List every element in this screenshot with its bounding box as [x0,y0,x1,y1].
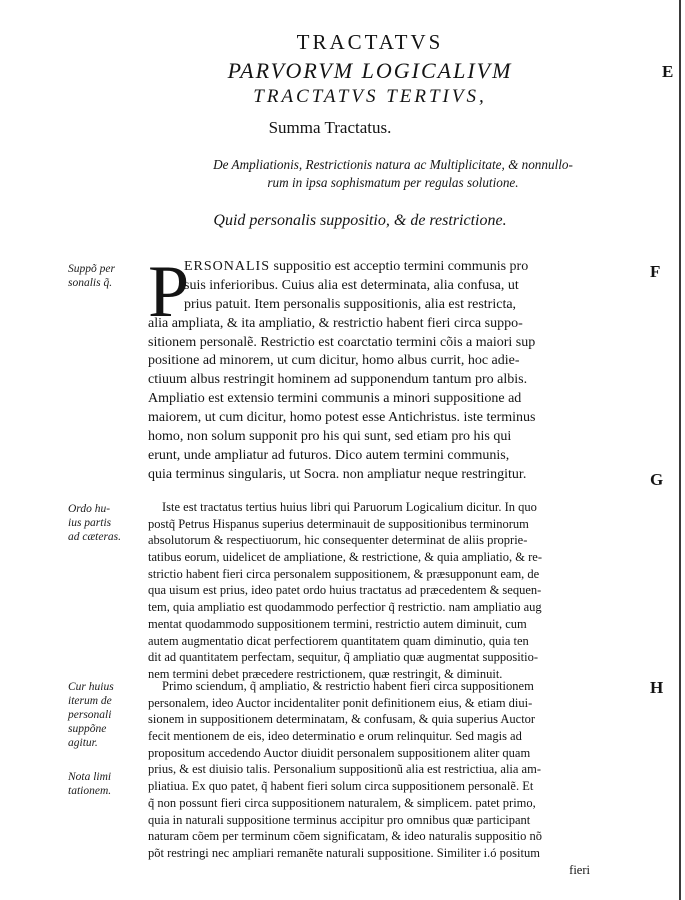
drop-cap: P [148,251,190,333]
margin-note-line: ad cæteras. [68,531,122,543]
margin-note-line: Cur huius [68,681,114,693]
paragraph-line: strictio habent fieri circa personalem suppositionem, & præsupponunt eam, de [148,566,540,581]
paragraph-line: homo, non solum supponit pro his qui sunt, sed etiam pro his qui [148,429,512,445]
paragraph-line: qua uisum est prius, ideo patet ordo huius tractatus ad præcedentem & sequen- [148,583,542,598]
summa-heading: Summa Tractatus. [268,118,392,137]
paragraph-line: positione ad minorem, ut cum dicitur, homo albus currit, hoc adie- [148,353,520,369]
title-line-3: TRACTATVS TERTIVS, [253,86,487,107]
paragraph-line: suis inferioribus. Cuius alia est determinata, alia confusa, ut [184,277,519,293]
paragraph-line: sitionem personalẽ. Restrictio est coarctatio termini cõis a maiori sup [148,334,536,350]
paragraph-1 [148,258,610,485]
paragraph-line: alia ampliata, & ita ampliatio, & restrictio habent fieri circa suppo- [148,315,523,331]
section-heading: Quid personalis suppositio, & de restrictione. [213,212,507,229]
margin-note-line: iterum de [68,695,112,707]
paragraph-line: tatibus eorum, uidelicet de ampliatione, & restrictione, & quia ampliatio, & re- [148,550,542,565]
paragraph-line: naturam cõem per terminum cõem significatam, & ideo naturalis suppositio nõ [148,829,543,844]
paragraph-line: prius patuit. Item personalis suppositionis, alia est restricta, [184,296,517,312]
paragraph-line: pliatiua. Ex quo patet, q̃ habent fieri solum circa suppositionem personalẽ. Et [148,779,534,794]
paragraph-line: q̃ non possunt fieri circa suppositionem naturalem, & simplicem. patet primo, [148,795,536,810]
page-edge [679,0,681,900]
paragraph-line: personalem, ideo Auctor incidentaliter ponit definitionem eius, & etiam diui- [148,695,533,710]
margin-note-line: suppõne [68,723,107,735]
paragraph-line: ctiuum albus restringit hominem ad supponendum tantum pro albis. [148,372,528,388]
margin-note-2 [68,502,140,544]
margin-note-line: tationem. [68,785,112,797]
paragraph-3 [148,678,610,878]
paragraph-line [148,258,610,277]
paragraph-line: tem, quia ampliatio est quodammodo perfectior q̃ restrictio. nam ampliatio aug [148,600,542,615]
title-line-2: PARVORVM LOGICALIVM [227,58,513,83]
margin-note-line: Ordo hu- [68,503,111,515]
paragraph-line: mentat quodammodo suppositionem termini, restrictio autem diminuit, cum [148,616,527,631]
margin-note-1 [68,262,140,290]
paragraph-line: quia in naturali suppositione terminus accipitur pro omnibus quæ participant [148,812,531,827]
edge-mark-e: E [662,62,674,81]
paragraph-line: absolutorum & respectiuorum, hic consequenter determinat de aliis proprie- [148,533,528,548]
paragraph-line: quia terminus singularis, ut Socra. non ampliatur neque restringitur. [148,466,527,482]
paragraph-line: postq̃ Petrus Hispanus superius determinauit de suppositionibus terminorum [148,516,529,531]
paragraph-line: prius, & est diuisio talis. Personalium suppositionũ alia est restrictiua, alia am- [148,762,541,777]
margin-note-3 [68,680,140,750]
paragraph-line: Ampliatio est extensio termini communis a minori suppositione ad [148,391,522,407]
edge-mark-f: F [650,262,661,281]
title-line-1: TRACTATVS [296,30,444,54]
line-text: suppositio est acceptio termini communis pro [270,259,529,274]
paragraph-line: nem termini debet præcedere restrictionem, quæ restringit, & diminuit. [148,666,503,681]
edge-mark-h: H [650,678,664,697]
edge-mark-g: G [650,470,664,489]
paragraph-line: maiorem, ut cum dicitur, homo potest esse Antichristus. iste terminus [148,410,536,426]
margin-note-line: Nota limi [68,771,112,783]
subtitle-line-2: rum in ipsa sophismatum per regulas solutione. [267,175,519,190]
paragraph-line: fecit mentionem de eis, ideo determinatio e orum relinquitur. Sed magis ad [148,729,522,744]
margin-note-line: ius partis [68,517,112,529]
paragraph-line: dit ad quantitatem perfectam, sequitur, q̃ ampliatio quæ augmentat suppositio- [148,650,539,665]
subtitle-line-1: De Ampliationis, Restrictionis natura ac Multiplicitate, & nonnullo- [213,157,573,172]
paragraph-line: propositum accedendo Auctor diuidit personalem suppositionem aliter quam [148,745,531,760]
paragraph-line: sionem in suppositionem determinatam, & confusam, & quia superius Auctor [148,712,536,727]
paragraph-line: Primo sciendum, q̃ ampliatio, & restrictio habent fieri circa suppositionem [162,679,534,693]
paragraph-line: autem augmentatio dicat perfectiorem quantitatem quam diminutio, quia ten [148,633,529,648]
first-word: ERSONALIS [184,259,271,274]
margin-note-line: sonalis q̃. [68,277,113,289]
catchword: fieri [569,862,590,877]
margin-note-line: Suppõ per [68,263,115,275]
margin-note-line: agitur. [68,737,98,749]
paragraph-line: põt restringi nec ampliari remanẽte naturali suppositione. Similiter i.ó positum [148,845,540,860]
margin-note-4 [68,770,140,798]
paragraph-line: erunt, unde ampliatur ad futuros. Dico autem termini communis, [148,447,510,463]
margin-note-line: personali [68,709,112,721]
paragraph-line: Iste est tractatus tertius huius libri qui Paruorum Logicalium dicitur. In quo [162,500,537,514]
paragraph-2 [148,499,610,683]
